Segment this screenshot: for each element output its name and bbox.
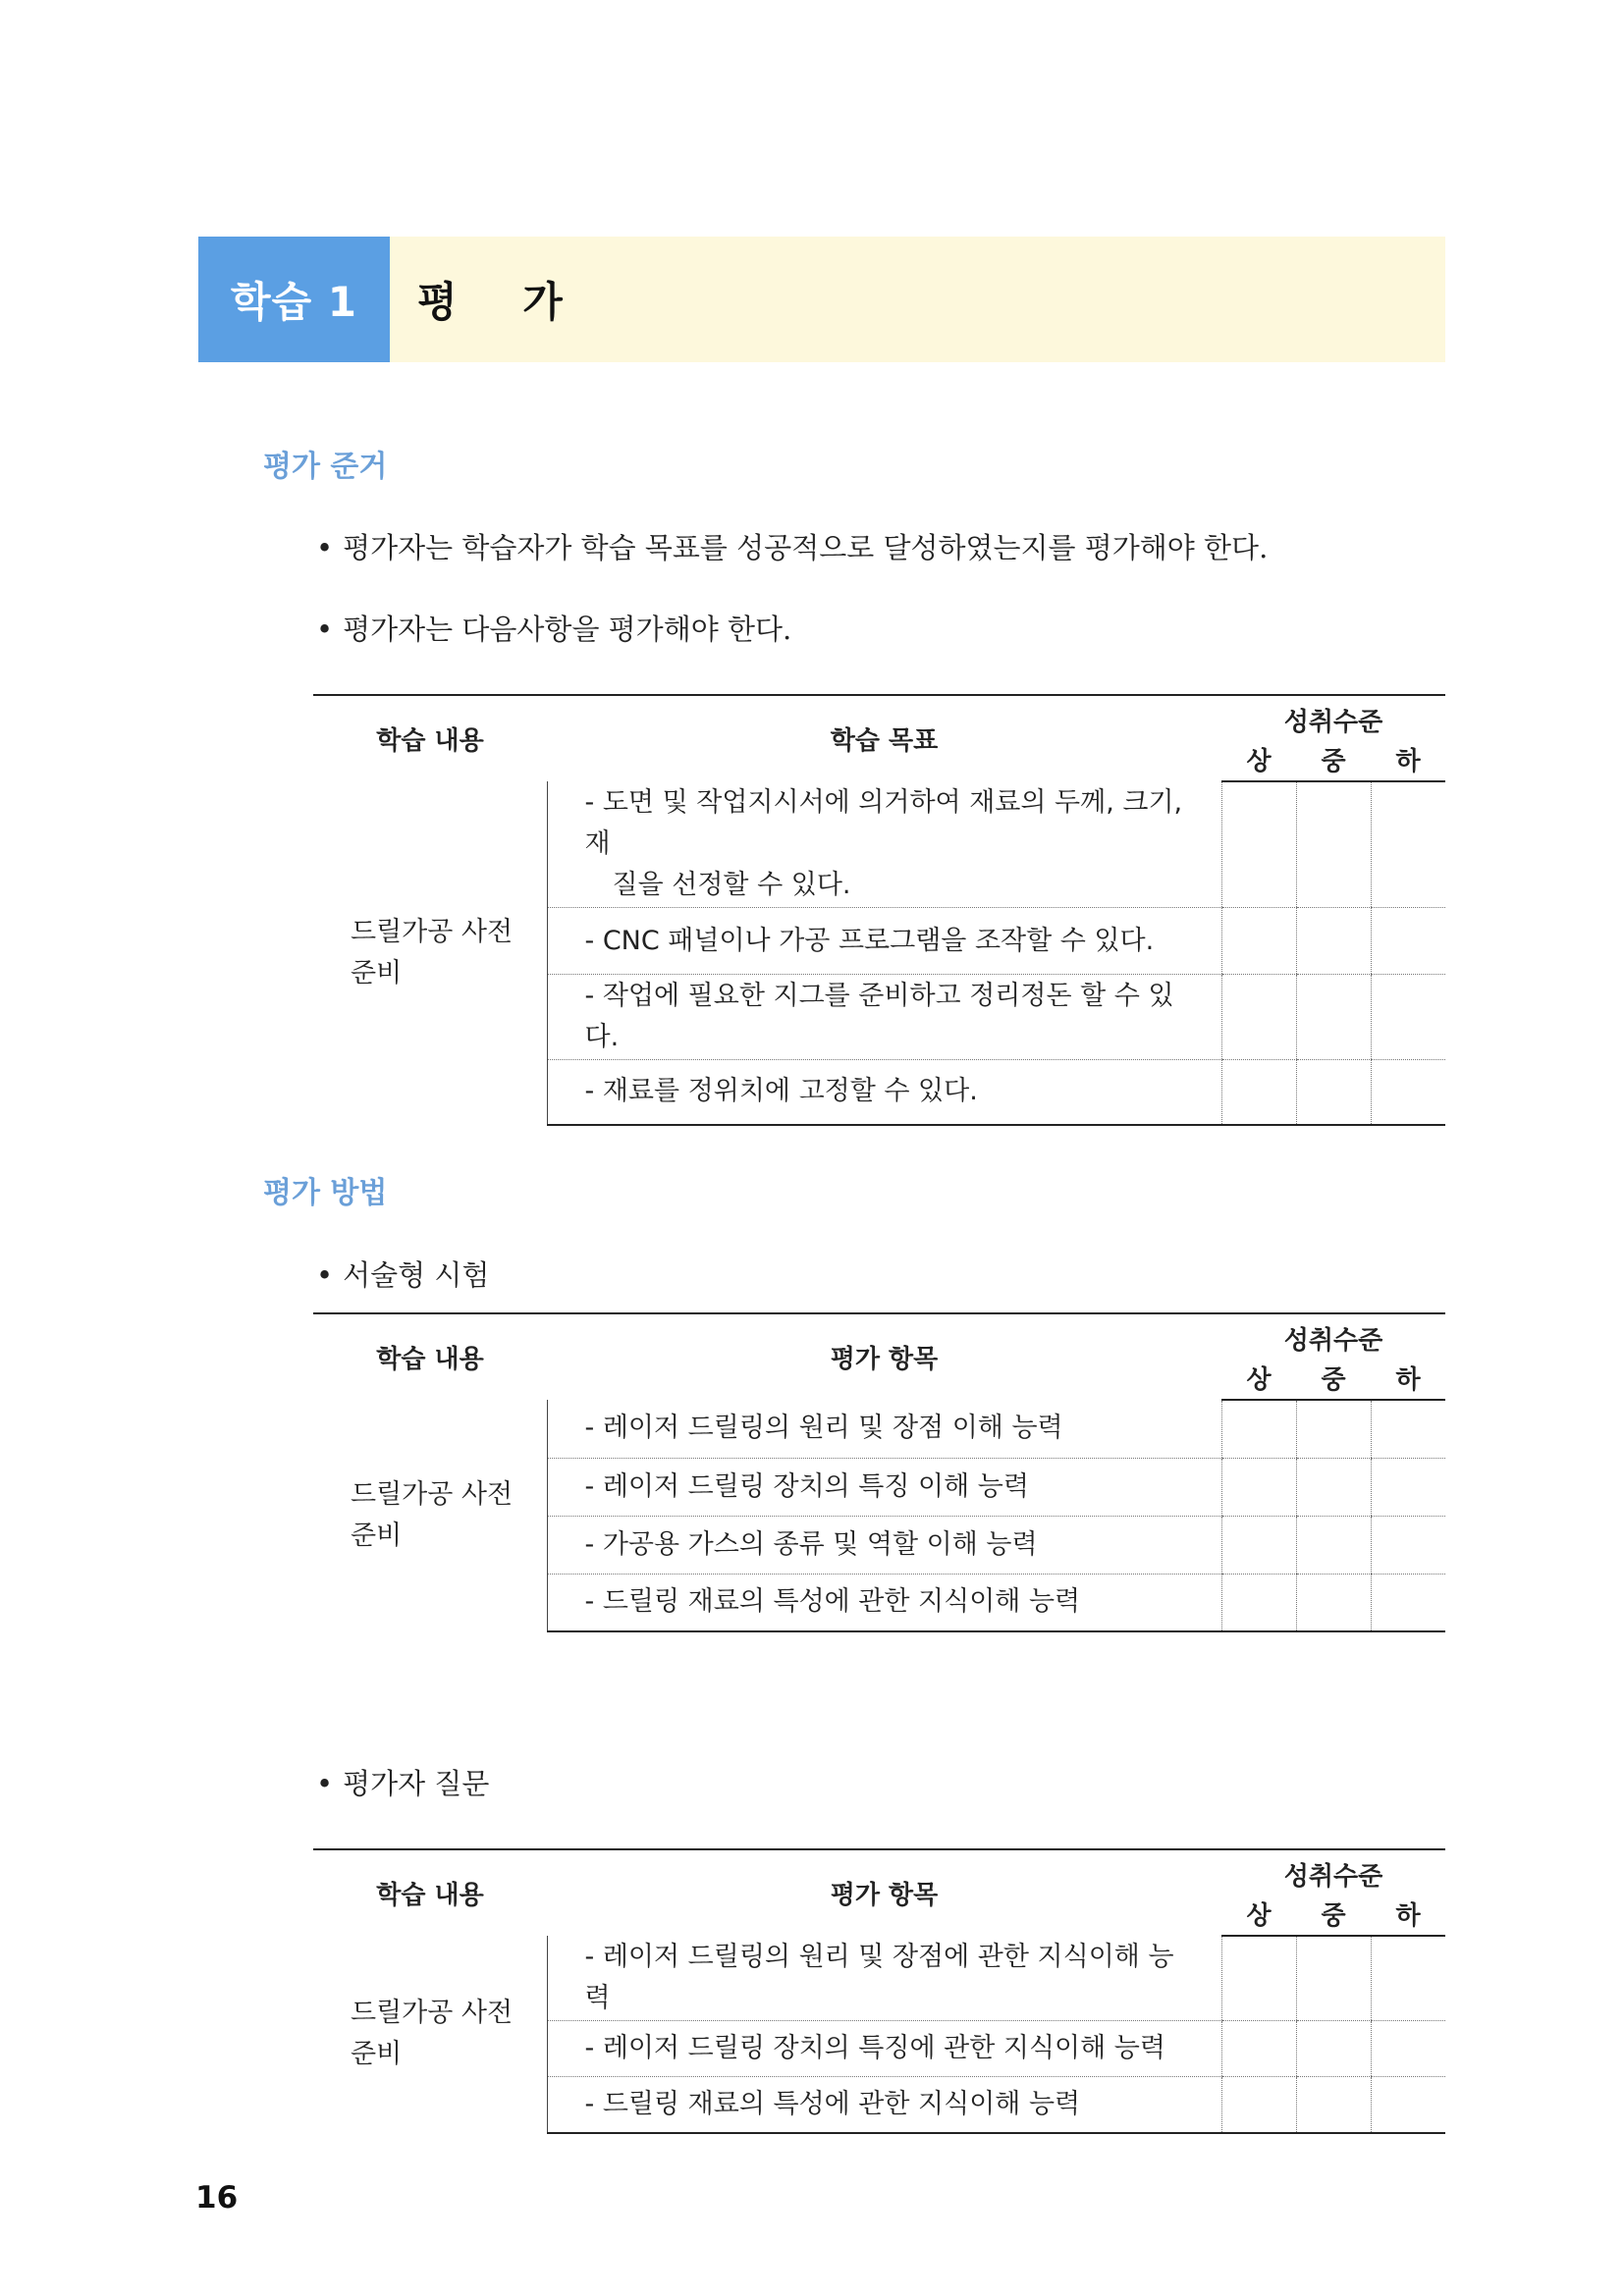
page-number: 16 bbox=[195, 2180, 239, 2216]
level-cell bbox=[1296, 1936, 1371, 2021]
criteria-bullet-2: • 평가자는 다음사항을 평가해야 한다. bbox=[316, 613, 792, 646]
table-row: - 레이저 드릴링 장치의 특징 이해 능력 bbox=[547, 1458, 1221, 1516]
level-cell bbox=[1296, 1574, 1371, 1631]
chapter-title: 평 가 bbox=[390, 237, 1445, 362]
criteria-bullet-1: • 평가자는 학습자가 학습 목표를 성공적으로 달성하였는지를 평가해야 한다. bbox=[316, 531, 1269, 564]
level-cell bbox=[1296, 1516, 1371, 1574]
level-cell bbox=[1371, 781, 1445, 908]
table-row: - 도면 및 작업지시서에 의거하여 재료의 두께, 크기, 재 질을 선정할 수 있다. bbox=[547, 781, 1221, 908]
level-cell bbox=[1371, 1516, 1445, 1574]
level-cell bbox=[1371, 975, 1445, 1060]
level-cell bbox=[1296, 2021, 1371, 2077]
table-row: - 가공용 가스의 종류 및 역할 이해 능력 bbox=[547, 1516, 1221, 1574]
content-cell: 드릴가공 사전 준비 bbox=[313, 781, 547, 1125]
content-cell: 드릴가공 사전 준비 bbox=[313, 1400, 547, 1631]
level-high: 상 bbox=[1221, 738, 1296, 781]
level-cell bbox=[1221, 1574, 1296, 1631]
level-cell bbox=[1221, 1458, 1296, 1516]
table-row: - CNC 패널이나 가공 프로그램을 조작할 수 있다. bbox=[547, 908, 1221, 975]
level-low: 하 bbox=[1371, 1893, 1445, 1936]
level-low: 하 bbox=[1371, 738, 1445, 781]
table-row: - 레이저 드릴링의 원리 및 장점 이해 능력 bbox=[547, 1400, 1221, 1458]
level-cell bbox=[1296, 975, 1371, 1060]
col-content-header: 학습 내용 bbox=[313, 1313, 547, 1400]
table-row: - 드릴링 재료의 특성에 관한 지식이해 능력 bbox=[547, 1574, 1221, 1631]
level-cell bbox=[1371, 2077, 1445, 2133]
level-cell bbox=[1296, 2077, 1371, 2133]
level-mid: 중 bbox=[1296, 738, 1371, 781]
level-cell bbox=[1371, 1936, 1445, 2021]
table-row: - 레이저 드릴링의 원리 및 장점에 관한 지식이해 능력 bbox=[547, 1936, 1221, 2021]
level-low: 하 bbox=[1371, 1357, 1445, 1400]
col-item-header: 학습 목표 bbox=[547, 695, 1221, 781]
table-row: - 드릴링 재료의 특성에 관한 지식이해 능력 bbox=[547, 2077, 1221, 2133]
level-high: 상 bbox=[1221, 1357, 1296, 1400]
chapter-label: 학습 1 bbox=[198, 237, 390, 362]
criteria-title: 평가 준거 bbox=[263, 450, 388, 484]
level-cell bbox=[1221, 1936, 1296, 2021]
col-level-header: 성취수준 bbox=[1221, 1313, 1445, 1357]
level-cell bbox=[1221, 781, 1296, 908]
level-cell bbox=[1221, 908, 1296, 975]
col-level-header: 성취수준 bbox=[1221, 695, 1445, 738]
col-item-header: 평가 항목 bbox=[547, 1313, 1221, 1400]
table-row: - 레이저 드릴링 장치의 특징에 관한 지식이해 능력 bbox=[547, 2021, 1221, 2077]
level-cell bbox=[1371, 2021, 1445, 2077]
col-content-header: 학습 내용 bbox=[313, 1849, 547, 1936]
level-cell bbox=[1296, 908, 1371, 975]
level-cell bbox=[1221, 1516, 1296, 1574]
criteria-table bbox=[313, 694, 1445, 1126]
level-cell bbox=[1371, 1458, 1445, 1516]
level-mid: 중 bbox=[1296, 1893, 1371, 1936]
level-cell bbox=[1221, 975, 1296, 1060]
level-cell bbox=[1371, 1060, 1445, 1125]
level-cell bbox=[1221, 1400, 1296, 1458]
level-high: 상 bbox=[1221, 1893, 1296, 1936]
level-cell bbox=[1296, 1458, 1371, 1516]
level-cell bbox=[1296, 781, 1371, 908]
written-table bbox=[313, 1312, 1445, 1632]
level-cell bbox=[1371, 1574, 1445, 1631]
content-cell: 드릴가공 사전 준비 bbox=[313, 1936, 547, 2133]
level-cell bbox=[1296, 1400, 1371, 1458]
level-cell bbox=[1371, 1400, 1445, 1458]
level-cell bbox=[1221, 2021, 1296, 2077]
questions-bullet: • 평가자 질문 bbox=[316, 1767, 490, 1800]
table-row: - 작업에 필요한 지그를 준비하고 정리정돈 할 수 있다. bbox=[547, 975, 1221, 1060]
table-row: - 재료를 정위치에 고정할 수 있다. bbox=[547, 1060, 1221, 1125]
col-level-header: 성취수준 bbox=[1221, 1849, 1445, 1893]
level-cell bbox=[1371, 908, 1445, 975]
col-content-header: 학습 내용 bbox=[313, 695, 547, 781]
col-item-header: 평가 항목 bbox=[547, 1849, 1221, 1936]
level-cell bbox=[1221, 1060, 1296, 1125]
questions-table bbox=[313, 1848, 1445, 2134]
level-cell bbox=[1221, 2077, 1296, 2133]
level-mid: 중 bbox=[1296, 1357, 1371, 1400]
written-bullet: • 서술형 시험 bbox=[316, 1258, 490, 1292]
method-title: 평가 방법 bbox=[263, 1176, 388, 1210]
level-cell bbox=[1296, 1060, 1371, 1125]
